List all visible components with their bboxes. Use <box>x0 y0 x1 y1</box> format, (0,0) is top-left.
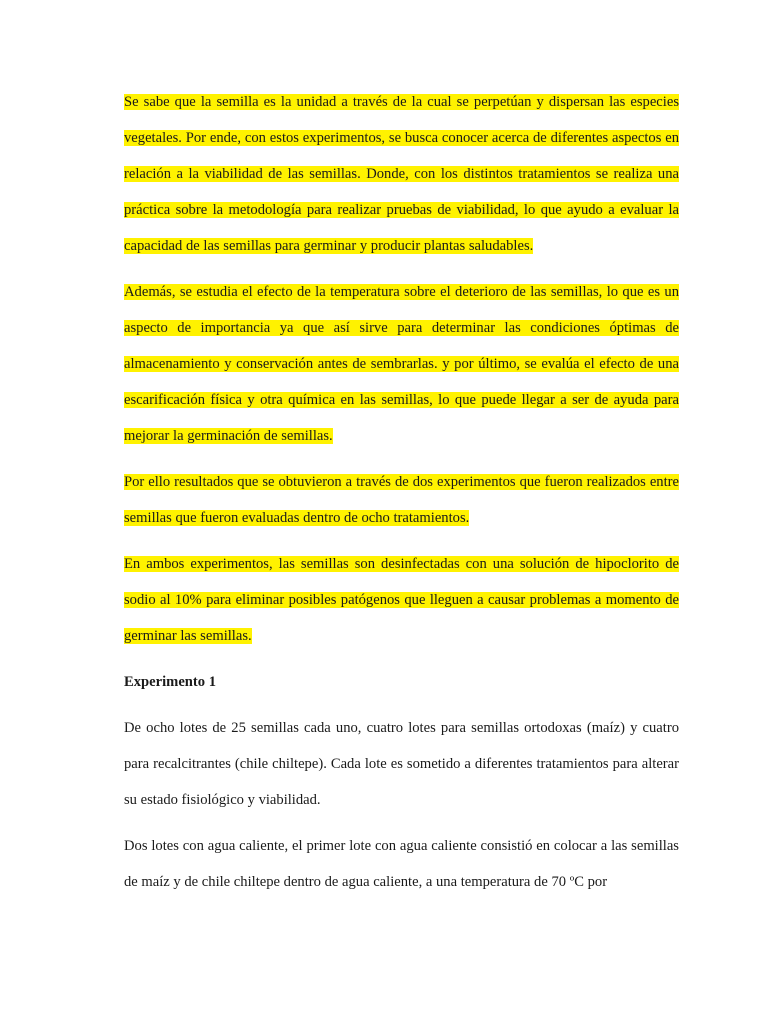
lots-paragraph: De ocho lotes de 25 semillas cada uno, cuatro lotes para semillas ortodoxas (maíz) y cuatro para recalcitrantes (chile chiltepe). Cada lote es sometido a diferentes tratamientos para alterar su estado fisiológico y viabilidad. <box>124 720 679 808</box>
highlighted-text: En ambos experimentos, las semillas son desinfectadas con una solución de hipoclorito de sodio al 10% para eliminar posibles patógenos que lleguen a causar problemas a momento de germinar las semillas. <box>124 556 679 644</box>
results-paragraph <box>124 464 679 536</box>
temperature-paragraph <box>124 274 679 454</box>
document-page <box>124 84 679 910</box>
highlighted-text: Por ello resultados que se obtuvieron a través de dos experimentos que fueron realizados entre semillas que fueron evaluadas dentro de ocho tratamientos. <box>124 474 679 526</box>
intro-paragraph <box>124 84 679 264</box>
highlighted-text: Se sabe que la semilla es la unidad a través de la cual se perpetúan y dispersan las especies vegetales. Por ende, con estos experimentos, se busca conocer acerca de diferentes aspectos en relación a la viabilidad de las semillas. Donde, con los distintos tratamientos se realiza una práctica sobre la metodología para realizar pruebas de viabilidad, lo que ayudo a evaluar la capacidad de las semillas para germinar y producir plantas saludables. <box>124 94 679 254</box>
highlighted-text: Además, se estudia el efecto de la temperatura sobre el deterioro de las semillas, lo que es un aspecto de importancia ya que así sirve para determinar las condiciones óptimas de almacenamiento y conservación antes de sembrarlas. y por último, se evalúa el efecto de una escarificación física y otra química en las semillas, lo que puede llegar a ser de ayuda para mejorar la germinación de semillas. <box>124 284 679 444</box>
hot-water-paragraph: Dos lotes con agua caliente, el primer lote con agua caliente consistió en colocar a las semillas de maíz y de chile chiltepe dentro de agua caliente, a una temperatura de 70 ºC por <box>124 838 679 890</box>
disinfection-paragraph <box>124 546 679 654</box>
section-heading: Experimento 1 <box>124 674 217 690</box>
